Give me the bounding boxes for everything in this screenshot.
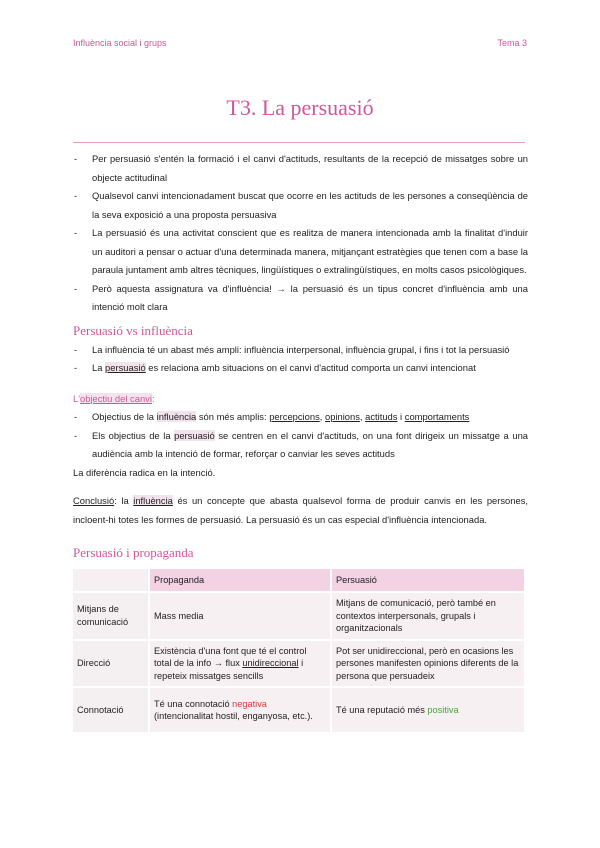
objective-list [73,408,528,464]
table-header-propaganda: Propaganda [150,569,330,591]
title-divider [73,142,525,143]
list-item: - La persuasió és una activitat conscient que es realitza de manera intencionada amb la finalitat d'induir un auditori a pensar o actuar d'una determinada manera, mitjançant estratègies que tenen com a base la paraula juntament amb altres tècniques, lingüístiques o extralingüístiques, en molts casos psicològiques. [73,224,528,280]
list-item: - Qualsevol canvi intencionadament buscat que ocorre en les actituds de les persones a conseqüència de la seva exposició a una proposta persuasiva [73,187,528,224]
page-title: T3. La persuasió [226,95,374,120]
list-item: - Els objectius de la persuasió se centren en el canvi d'actituds, on una font dirigeix un missatge a una audiència amb la intenció de formar, reforçar o canviar les seves actituds [73,427,528,464]
comparison-table [71,567,526,734]
table-cell: Mass media [150,593,330,639]
list-item: - Objectius de la influència són més amplis: percepcions, opinions, actituds i comportaments [73,408,528,427]
section-heading-persuasio-propaganda: Persuasió i propaganda [73,545,194,560]
table-cell: Pot ser unidireccional, però en ocasions les persones manifesten opinions diferents de la persona que persuadeix [332,641,524,687]
table-header-persuasio: Persuasió [332,569,524,591]
row-label: Mitjans de comunicació [73,593,148,639]
table-row [73,641,524,687]
row-label: Connotació [73,688,148,732]
list-item: - Per persuasió s'entén la formació i el canvi d'actituds, resultants de la recepció de missatges sobre un objecte actitudinal [73,150,528,187]
list-item: - Però aquesta assignatura va d'influència! → la persuasió és un tipus concret d'influència amb una intenció molt clara [73,280,528,317]
document-body [73,150,528,734]
difference-text: La diferència radica en la intenció. [73,466,216,478]
list-item: - La influència té un abast més ampli: influència interpersonal, influència grupal, i fins i tot la persuasió [73,341,528,360]
row-label: Direcció [73,641,148,687]
objective-label: L'objectiu del canvi: [73,392,155,404]
table-row [73,688,524,732]
table-header-row [73,569,524,591]
table-row [73,593,524,639]
table-cell: Mitjans de comunicació, però també en contextos interpersonals, grupals i organitzacionals [332,593,524,639]
section1-list [73,341,528,378]
header-left: Influència social i grups [73,38,167,48]
conclusion-paragraph: Conclusió: la influència és un concepte que abasta qualsevol forma de produir canvis en les persones, incloent-hi totes les formes de persuasió. La persuasió és un cas especial d'influència intencionada. [73,495,528,525]
list-item: - La persuasió es relaciona amb situacions on el canvi d'actitud comporta un canvi intencionat [73,359,528,378]
table-cell: Té una reputació més positiva [332,688,524,732]
table-header-empty [73,569,148,591]
header-right: Tema 3 [497,38,527,48]
section-heading-persuasio-vs-influencia: Persuasió vs influència [73,322,193,338]
table-cell: Té una connotació negativa (intencionalitat hostil, enganyosa, etc.). [150,688,330,732]
intro-list [73,150,528,317]
table-cell: Existència d'una font que té el control total de la info → flux unidireccional i repeteix missatges sencills [150,641,330,687]
